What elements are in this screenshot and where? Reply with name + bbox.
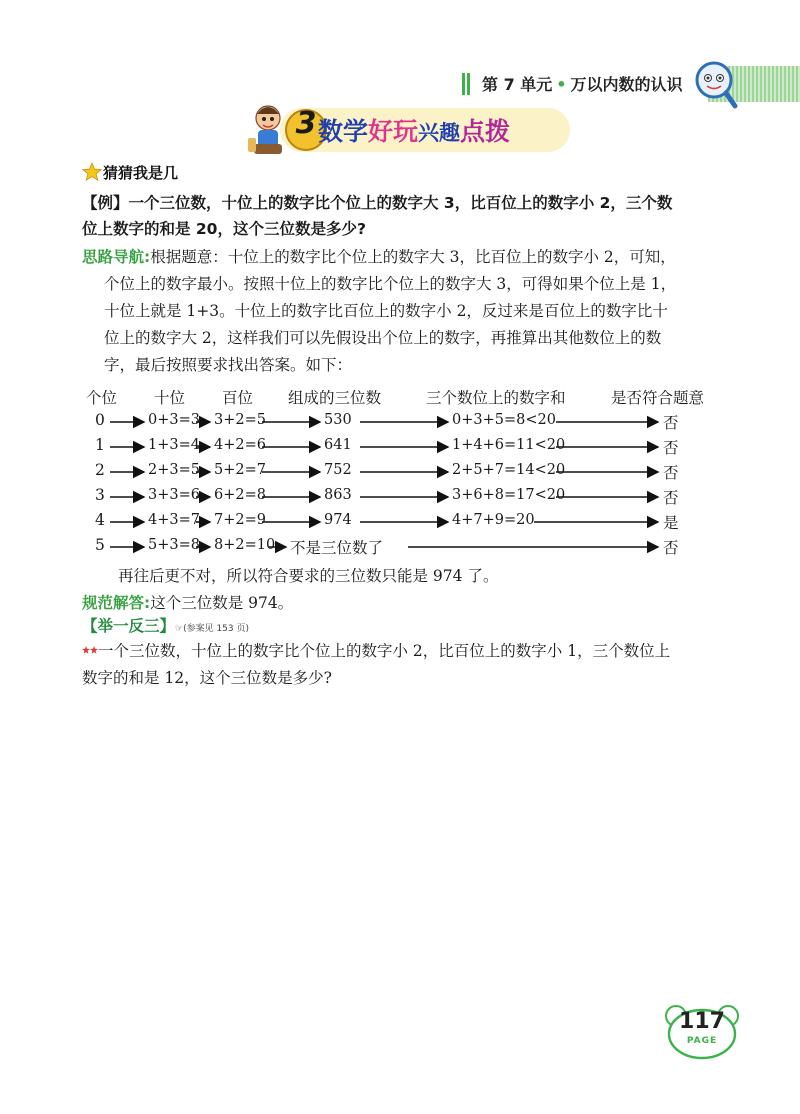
- cell-tens: 3+3=6: [148, 487, 200, 503]
- table-header-result: 是否符合题意: [611, 389, 705, 407]
- section-title: 猜猜我是几: [103, 164, 179, 182]
- cell-hundreds: 8+2=10: [214, 537, 276, 553]
- cell-tens: 4+3=7: [148, 512, 200, 528]
- title-part3: 兴趣: [418, 121, 461, 145]
- cell-ones: 5: [95, 536, 105, 554]
- title-part1: 数学: [318, 117, 369, 146]
- cell-number: 530: [324, 412, 352, 428]
- answer-text: 这个三位数是 974。: [150, 594, 294, 612]
- unit-topic: 万以内数的认识: [570, 75, 683, 94]
- cell-result: 否: [663, 464, 679, 482]
- cell-number: 863: [324, 487, 352, 503]
- practice-line1: 一个三位数，十位上的数字比个位上的数字小 2，比百位上的数字小 1，三个数位上: [98, 642, 671, 660]
- example-label: 【例】: [82, 194, 129, 212]
- table-header-number: 组成的三位数: [288, 389, 382, 407]
- cell-sum: 3+6+8=17<20: [452, 487, 566, 503]
- cell-number: 641: [324, 437, 352, 453]
- example-line2: 位上数字的和是 20，这个三位数是多少?: [82, 220, 366, 238]
- cell-ones: 2: [95, 461, 105, 479]
- title-part2: 好玩: [368, 117, 419, 146]
- thinking-line5: 字，最后按照要求找出答案。如下：: [104, 356, 353, 374]
- cell-result: 是: [663, 514, 679, 532]
- cell-tens: 5+3=8: [148, 537, 200, 553]
- page-number: 117: [679, 1009, 725, 1034]
- practice-line2: 数字的和是 12，这个三位数是多少?: [82, 669, 332, 687]
- cell-hundreds: 7+2=9: [214, 512, 266, 528]
- cell-number: 974: [324, 512, 352, 528]
- thinking-line4: 位上的数字大 2，这样我们可以先假设出个位上的数字，再推算出其他数位上的数: [104, 329, 662, 347]
- cell-result: 否: [663, 439, 679, 457]
- conclusion-text: 再往后更不对，所以符合要求的三位数只能是 974 了。: [118, 567, 499, 585]
- practice-ref: ☞(参案见 153 页): [175, 624, 250, 634]
- cell-sum: 0+3+5=8<20: [452, 412, 556, 428]
- cell-hundreds: 6+2=8: [214, 487, 266, 503]
- cell-hundreds: 3+2=5: [214, 412, 266, 428]
- cell-sum: 1+4+6=11<20: [452, 437, 566, 453]
- title-number: 3: [295, 106, 317, 141]
- cell-hundreds: 5+2=7: [214, 462, 266, 478]
- cell-result: 否: [663, 414, 679, 432]
- thinking-line2: 个位上的数字最小。按照十位上的数字比个位上的数字大 3，可得如果个位上是 1，: [104, 275, 677, 293]
- cell-ones: 3: [95, 486, 105, 504]
- page-label: PAGE: [686, 1036, 718, 1046]
- cell-tens: 0+3=3: [148, 412, 200, 428]
- cell-ones: 0: [95, 411, 105, 429]
- thinking-label: 思路导航:: [82, 248, 151, 266]
- table-header-sum: 三个数位上的数字和: [426, 389, 566, 407]
- cell-tens: 1+3=4: [148, 437, 200, 453]
- table-header-hundreds: 百位: [222, 389, 254, 407]
- difficulty-stars-icon: [82, 646, 98, 654]
- cell-result: 否: [663, 489, 679, 507]
- cell-hundreds: 4+2=6: [214, 437, 266, 453]
- cell-tens: 2+3=5: [148, 462, 200, 478]
- title-part4: 点拨: [460, 117, 511, 146]
- practice-label: 【举一反三】: [82, 617, 176, 635]
- cell-number: 不是三位数了: [290, 539, 384, 557]
- example-line1: 【例】一个三位数，十位上的数字比个位上的数字大 3，比百位上的数字小 2，三个数: [82, 194, 673, 212]
- table-header-tens: 十位: [154, 389, 186, 407]
- thinking-line3: 十位上就是 1+3。十位上的数字比百位上的数字小 2，反过来是百位上的数字比十: [104, 302, 668, 320]
- cell-sum: 4+7+9=20: [452, 512, 535, 528]
- cell-number: 752: [324, 462, 352, 478]
- answer-label: 规范解答:: [82, 594, 151, 612]
- cell-sum: 2+5+7=14<20: [452, 462, 566, 478]
- unit-label: 第 7 单元: [482, 75, 553, 94]
- table-header-ones: 个位: [86, 389, 118, 407]
- cell-result: 否: [663, 539, 679, 557]
- cell-ones: 1: [95, 436, 105, 454]
- cell-ones: 4: [95, 511, 105, 529]
- separator-dot: •: [556, 75, 567, 94]
- thinking-line1: 思路导航:根据题意：十位上的数字比个位上的数字大 3，比百位上的数字小 2，可知，: [82, 248, 676, 266]
